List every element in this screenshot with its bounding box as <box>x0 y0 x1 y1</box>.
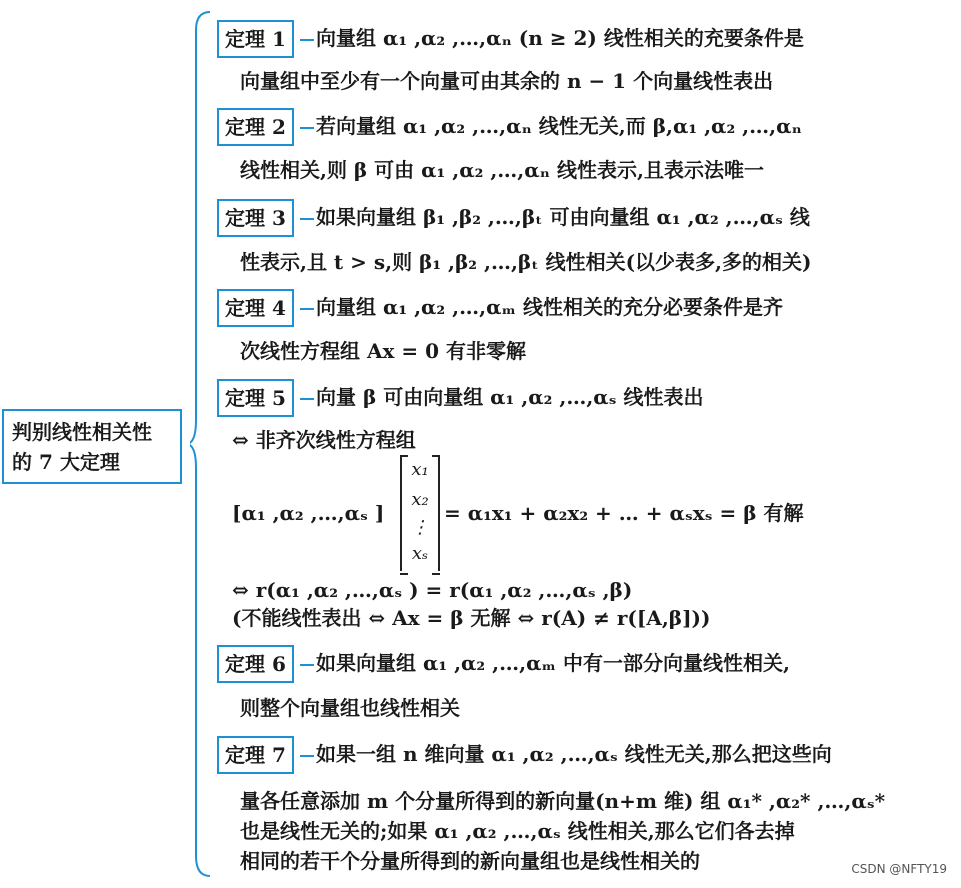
main-title-line-2: 的 7 大定理 <box>12 450 120 474</box>
theorem-3-label: 定理 3 <box>217 199 294 237</box>
theorem-6-line-1: 如果向量组 α₁ ,α₂ ,…,αₘ 中有一部分向量线性相关, <box>300 648 790 678</box>
theorem-7-line-3: 也是线性无关的;如果 α₁ ,α₂ ,…,αₛ 线性相关,那么它们各去掉 <box>240 819 795 843</box>
vector-entry: x₂ <box>411 489 429 510</box>
theorem-1-label: 定理 1 <box>217 20 294 58</box>
theorem-7-line-2: 量各任意添加 m 个分量所得到的新向量(n+m 维) 组 α₁* ,α₂* ,…,αₛ* <box>240 789 886 813</box>
theorem-3-line-2: 性表示,且 t > s,则 β₁ ,β₂ ,…,βₜ 线性相关(以少表多,多的相关) <box>240 250 812 274</box>
brace-icon <box>190 10 212 878</box>
theorem-2-line-2: 线性相关,则 β 可由 α₁ ,α₂ ,…,αₙ 线性表示,且表示法唯一 <box>240 158 764 182</box>
theorem-7-line-4: 相同的若干个分量所得到的新向量组也是线性相关的 <box>240 849 700 873</box>
main-title-box <box>2 409 182 484</box>
theorem-7-line-1: 如果一组 n 维向量 α₁ ,α₂ ,…,αₛ 线性无关,那么把这些向 <box>300 739 832 769</box>
theorem-5-label: 定理 5 <box>217 379 294 417</box>
theorem-5-line-1: 向量 β 可由向量组 α₁ ,α₂ ,…,αₛ 线性表出 <box>300 382 704 412</box>
vector-entry: ⋮ <box>411 517 429 538</box>
theorem-1-line-2: 向量组中至少有一个向量可由其余的 n − 1 个向量线性表出 <box>240 69 774 93</box>
column-vector <box>400 455 440 571</box>
vector-entry: x₁ <box>411 459 429 480</box>
theorem-4-line-1: 向量组 α₁ ,α₂ ,…,αₘ 线性相关的充分必要条件是齐 <box>300 292 783 322</box>
theorem-5-matrix-left: [α₁ ,α₂ ,…,αₛ ] <box>232 501 385 525</box>
theorem-6-line-2: 则整个向量组也线性相关 <box>240 696 460 720</box>
watermark: CSDN @NFTY19 <box>851 862 947 876</box>
theorem-5-note-line: (不能线性表出 ⇔ Ax = β 无解 ⇔ r(A) ≠ r([A,β])) <box>232 606 711 630</box>
theorem-3-line-1: 如果向量组 β₁ ,β₂ ,…,βₜ 可由向量组 α₁ ,α₂ ,…,αₛ 线 <box>300 202 810 232</box>
theorem-7-label: 定理 7 <box>217 736 294 774</box>
theorem-4-line-2: 次线性方程组 Ax = 0 有非零解 <box>240 339 526 363</box>
theorem-5-equiv-line: ⇔ 非齐次线性方程组 <box>232 428 416 452</box>
theorem-5-matrix-right: = α₁x₁ + α₂x₂ + … + αₛxₛ = β 有解 <box>444 501 804 525</box>
vector-entry: xₛ <box>411 543 429 564</box>
theorem-4-label: 定理 4 <box>217 289 294 327</box>
theorem-5-rank-line: ⇔ r(α₁ ,α₂ ,…,αₛ ) = r(α₁ ,α₂ ,…,αₛ ,β) <box>232 578 633 602</box>
theorem-2-line-1: 若向量组 α₁ ,α₂ ,…,αₙ 线性无关,而 β,α₁ ,α₂ ,…,αₙ <box>300 111 802 141</box>
main-title-line-1: 判别线性相关性 <box>12 420 152 444</box>
theorem-6-label: 定理 6 <box>217 645 294 683</box>
theorem-1-line-1: 向量组 α₁ ,α₂ ,…,αₙ (n ≥ 2) 线性相关的充要条件是 <box>300 23 804 53</box>
theorem-2-label: 定理 2 <box>217 108 294 146</box>
